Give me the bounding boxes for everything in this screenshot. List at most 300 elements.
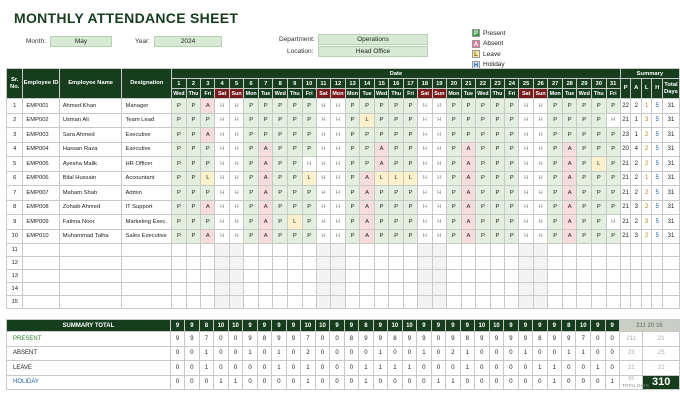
attendance-cell[interactable]: P [186, 171, 201, 186]
month-field[interactable]: May [50, 36, 112, 47]
attendance-cell[interactable]: P [360, 157, 374, 172]
attendance-cell[interactable]: P [288, 128, 303, 143]
empty-cell[interactable] [122, 296, 172, 309]
attendance-cell[interactable]: H [215, 157, 229, 172]
attendance-cell[interactable] [288, 283, 303, 296]
attendance-cell[interactable]: H [215, 113, 229, 128]
attendance-cell[interactable] [215, 257, 229, 270]
attendance-cell[interactable]: P [505, 157, 519, 172]
attendance-cell[interactable] [331, 257, 346, 270]
attendance-cell[interactable]: P [476, 99, 491, 114]
attendance-cell[interactable] [548, 270, 563, 283]
attendance-cell[interactable]: P [562, 99, 576, 114]
attendance-cell[interactable]: P [273, 215, 288, 230]
attendance-cell[interactable] [201, 270, 215, 283]
attendance-cell[interactable]: P [186, 229, 201, 244]
attendance-cell[interactable]: P [302, 99, 316, 114]
empty-cell[interactable] [23, 244, 59, 257]
attendance-cell[interactable]: A [360, 186, 374, 201]
attendance-cell[interactable] [533, 270, 548, 283]
attendance-cell[interactable]: H [331, 171, 346, 186]
attendance-cell[interactable]: H [331, 229, 346, 244]
attendance-cell[interactable]: P [302, 142, 316, 157]
attendance-cell[interactable]: P [403, 186, 417, 201]
attendance-cell[interactable]: H [229, 157, 244, 172]
attendance-cell[interactable]: P [374, 128, 389, 143]
attendance-cell[interactable]: P [345, 157, 360, 172]
attendance-cell[interactable]: P [345, 142, 360, 157]
attendance-cell[interactable]: L [374, 171, 389, 186]
attendance-cell[interactable] [505, 244, 519, 257]
attendance-cell[interactable]: P [447, 186, 462, 201]
attendance-cell[interactable]: P [389, 229, 404, 244]
attendance-cell[interactable] [288, 270, 303, 283]
attendance-cell[interactable]: P [577, 186, 592, 201]
attendance-cell[interactable]: P [302, 215, 316, 230]
attendance-cell[interactable] [172, 283, 187, 296]
attendance-cell[interactable] [201, 296, 215, 309]
attendance-cell[interactable]: L [288, 215, 303, 230]
attendance-cell[interactable] [490, 257, 505, 270]
attendance-cell[interactable] [201, 257, 215, 270]
attendance-cell[interactable] [432, 283, 447, 296]
attendance-cell[interactable]: H [533, 157, 548, 172]
attendance-cell[interactable]: P [548, 99, 563, 114]
attendance-cell[interactable]: P [592, 128, 607, 143]
attendance-cell[interactable]: P [186, 200, 201, 215]
attendance-cell[interactable]: H [215, 229, 229, 244]
attendance-cell[interactable]: L [592, 157, 607, 172]
attendance-cell[interactable]: A [360, 200, 374, 215]
attendance-cell[interactable]: A [562, 200, 576, 215]
attendance-cell[interactable]: P [447, 99, 462, 114]
attendance-cell[interactable] [418, 283, 432, 296]
attendance-cell[interactable]: H [432, 99, 447, 114]
attendance-cell[interactable]: P [548, 128, 563, 143]
attendance-cell[interactable]: P [374, 215, 389, 230]
attendance-cell[interactable] [229, 244, 244, 257]
empty-cell[interactable] [59, 244, 122, 257]
attendance-cell[interactable] [548, 283, 563, 296]
attendance-cell[interactable] [432, 244, 447, 257]
attendance-cell[interactable]: P [273, 200, 288, 215]
attendance-cell[interactable]: P [244, 99, 259, 114]
attendance-cell[interactable] [331, 296, 346, 309]
attendance-cell[interactable] [403, 257, 417, 270]
attendance-cell[interactable] [374, 270, 389, 283]
attendance-cell[interactable] [461, 296, 475, 309]
attendance-cell[interactable]: H [432, 128, 447, 143]
attendance-cell[interactable] [331, 244, 346, 257]
attendance-cell[interactable]: P [172, 186, 187, 201]
attendance-cell[interactable]: A [374, 157, 389, 172]
attendance-cell[interactable]: P [490, 142, 505, 157]
attendance-cell[interactable]: H [331, 128, 346, 143]
attendance-cell[interactable]: P [273, 113, 288, 128]
attendance-cell[interactable]: P [172, 229, 187, 244]
attendance-cell[interactable]: P [186, 142, 201, 157]
empty-cell[interactable] [59, 257, 122, 270]
attendance-cell[interactable]: P [172, 113, 187, 128]
attendance-cell[interactable]: P [403, 157, 417, 172]
attendance-cell[interactable]: P [447, 142, 462, 157]
attendance-cell[interactable]: P [592, 229, 607, 244]
attendance-cell[interactable]: P [606, 142, 620, 157]
attendance-cell[interactable] [360, 283, 374, 296]
attendance-cell[interactable]: P [302, 128, 316, 143]
attendance-cell[interactable]: P [345, 99, 360, 114]
attendance-cell[interactable] [186, 283, 201, 296]
attendance-cell[interactable]: P [403, 200, 417, 215]
attendance-cell[interactable]: P [389, 113, 404, 128]
attendance-cell[interactable]: P [258, 99, 272, 114]
attendance-cell[interactable]: P [505, 142, 519, 157]
attendance-cell[interactable] [592, 244, 607, 257]
attendance-cell[interactable] [186, 296, 201, 309]
attendance-cell[interactable]: A [201, 128, 215, 143]
attendance-cell[interactable] [374, 244, 389, 257]
department-field[interactable]: Operations [318, 34, 428, 45]
attendance-cell[interactable]: H [519, 142, 533, 157]
empty-cell[interactable] [122, 244, 172, 257]
attendance-cell[interactable] [331, 283, 346, 296]
attendance-cell[interactable]: L [389, 171, 404, 186]
attendance-cell[interactable]: P [288, 157, 303, 172]
attendance-cell[interactable]: P [172, 171, 187, 186]
attendance-cell[interactable] [476, 257, 491, 270]
attendance-cell[interactable]: P [606, 229, 620, 244]
attendance-cell[interactable] [316, 270, 330, 283]
attendance-cell[interactable]: H [229, 171, 244, 186]
attendance-cell[interactable]: P [345, 229, 360, 244]
attendance-cell[interactable] [244, 270, 259, 283]
attendance-cell[interactable]: P [244, 186, 259, 201]
attendance-cell[interactable] [215, 283, 229, 296]
attendance-cell[interactable]: H [418, 171, 432, 186]
attendance-cell[interactable]: H [418, 113, 432, 128]
attendance-cell[interactable] [447, 257, 462, 270]
attendance-cell[interactable]: P [505, 128, 519, 143]
attendance-cell[interactable]: P [389, 157, 404, 172]
attendance-cell[interactable]: P [592, 171, 607, 186]
attendance-cell[interactable] [345, 283, 360, 296]
attendance-cell[interactable] [389, 257, 404, 270]
attendance-cell[interactable]: P [548, 157, 563, 172]
attendance-cell[interactable] [360, 257, 374, 270]
attendance-cell[interactable]: P [476, 186, 491, 201]
attendance-cell[interactable] [432, 257, 447, 270]
attendance-cell[interactable] [490, 283, 505, 296]
attendance-cell[interactable] [374, 283, 389, 296]
attendance-cell[interactable]: H [432, 113, 447, 128]
attendance-cell[interactable]: P [447, 215, 462, 230]
attendance-cell[interactable] [229, 283, 244, 296]
attendance-cell[interactable]: H [519, 157, 533, 172]
attendance-cell[interactable]: P [606, 99, 620, 114]
attendance-cell[interactable]: A [562, 171, 576, 186]
attendance-cell[interactable] [592, 257, 607, 270]
attendance-cell[interactable]: P [592, 186, 607, 201]
attendance-cell[interactable] [519, 244, 533, 257]
attendance-cell[interactable]: H [229, 128, 244, 143]
attendance-cell[interactable]: P [447, 229, 462, 244]
attendance-cell[interactable]: H [316, 113, 330, 128]
attendance-cell[interactable]: H [331, 142, 346, 157]
attendance-cell[interactable]: L [201, 171, 215, 186]
attendance-cell[interactable]: P [186, 186, 201, 201]
attendance-cell[interactable]: P [577, 113, 592, 128]
attendance-cell[interactable]: P [403, 142, 417, 157]
attendance-cell[interactable] [360, 296, 374, 309]
attendance-cell[interactable] [519, 296, 533, 309]
attendance-cell[interactable] [172, 270, 187, 283]
attendance-cell[interactable] [606, 296, 620, 309]
attendance-cell[interactable]: P [403, 229, 417, 244]
attendance-cell[interactable] [229, 270, 244, 283]
attendance-cell[interactable] [505, 270, 519, 283]
attendance-cell[interactable]: P [476, 113, 491, 128]
attendance-cell[interactable]: P [592, 113, 607, 128]
attendance-cell[interactable]: P [606, 186, 620, 201]
attendance-cell[interactable] [577, 296, 592, 309]
attendance-cell[interactable]: P [288, 99, 303, 114]
attendance-cell[interactable] [258, 244, 272, 257]
attendance-cell[interactable]: A [562, 157, 576, 172]
empty-cell[interactable] [23, 283, 59, 296]
attendance-cell[interactable] [258, 270, 272, 283]
empty-cell[interactable] [59, 296, 122, 309]
attendance-cell[interactable]: P [172, 142, 187, 157]
attendance-cell[interactable]: P [345, 186, 360, 201]
attendance-cell[interactable] [273, 283, 288, 296]
attendance-cell[interactable]: P [548, 229, 563, 244]
attendance-cell[interactable]: P [172, 99, 187, 114]
attendance-cell[interactable]: H [331, 113, 346, 128]
attendance-cell[interactable] [461, 283, 475, 296]
attendance-cell[interactable]: H [316, 200, 330, 215]
attendance-cell[interactable] [316, 244, 330, 257]
attendance-cell[interactable]: P [548, 171, 563, 186]
attendance-cell[interactable]: P [490, 128, 505, 143]
attendance-cell[interactable]: P [592, 99, 607, 114]
attendance-cell[interactable]: P [505, 215, 519, 230]
attendance-cell[interactable] [592, 296, 607, 309]
attendance-cell[interactable]: P [374, 113, 389, 128]
attendance-cell[interactable]: P [244, 229, 259, 244]
attendance-cell[interactable]: P [345, 113, 360, 128]
empty-cell[interactable] [23, 257, 59, 270]
attendance-cell[interactable] [505, 296, 519, 309]
attendance-cell[interactable]: P [577, 157, 592, 172]
attendance-cell[interactable]: H [316, 157, 330, 172]
empty-cell[interactable] [59, 283, 122, 296]
attendance-cell[interactable]: H [418, 157, 432, 172]
attendance-cell[interactable]: P [244, 200, 259, 215]
attendance-cell[interactable] [562, 270, 576, 283]
attendance-cell[interactable]: H [316, 142, 330, 157]
attendance-cell[interactable]: H [606, 215, 620, 230]
attendance-cell[interactable] [389, 244, 404, 257]
attendance-cell[interactable] [229, 257, 244, 270]
attendance-cell[interactable]: P [606, 157, 620, 172]
attendance-cell[interactable]: P [345, 215, 360, 230]
attendance-cell[interactable]: P [548, 215, 563, 230]
attendance-cell[interactable]: P [447, 200, 462, 215]
attendance-cell[interactable]: P [577, 128, 592, 143]
attendance-cell[interactable]: P [505, 200, 519, 215]
attendance-cell[interactable] [562, 257, 576, 270]
attendance-cell[interactable]: H [519, 186, 533, 201]
attendance-cell[interactable] [403, 270, 417, 283]
attendance-cell[interactable] [316, 283, 330, 296]
attendance-cell[interactable] [273, 244, 288, 257]
attendance-cell[interactable]: P [403, 128, 417, 143]
attendance-cell[interactable]: A [201, 99, 215, 114]
attendance-cell[interactable]: H [302, 157, 316, 172]
attendance-cell[interactable]: P [577, 99, 592, 114]
attendance-cell[interactable]: P [302, 186, 316, 201]
attendance-cell[interactable] [476, 270, 491, 283]
attendance-cell[interactable]: P [186, 99, 201, 114]
attendance-cell[interactable]: P [201, 215, 215, 230]
attendance-cell[interactable] [476, 244, 491, 257]
attendance-cell[interactable]: A [461, 229, 475, 244]
attendance-cell[interactable]: H [533, 113, 548, 128]
attendance-cell[interactable]: H [316, 215, 330, 230]
attendance-cell[interactable] [288, 296, 303, 309]
attendance-cell[interactable] [244, 244, 259, 257]
attendance-cell[interactable] [374, 296, 389, 309]
attendance-cell[interactable]: P [201, 186, 215, 201]
attendance-cell[interactable] [403, 296, 417, 309]
attendance-cell[interactable]: H [331, 200, 346, 215]
attendance-cell[interactable]: H [519, 171, 533, 186]
attendance-cell[interactable]: H [606, 113, 620, 128]
attendance-cell[interactable] [302, 244, 316, 257]
attendance-cell[interactable] [562, 296, 576, 309]
attendance-cell[interactable] [447, 283, 462, 296]
attendance-cell[interactable]: H [215, 99, 229, 114]
attendance-cell[interactable] [201, 283, 215, 296]
attendance-cell[interactable]: H [432, 229, 447, 244]
empty-cell[interactable] [122, 270, 172, 283]
attendance-cell[interactable] [403, 283, 417, 296]
attendance-cell[interactable] [215, 244, 229, 257]
attendance-cell[interactable]: H [215, 215, 229, 230]
attendance-cell[interactable]: A [461, 171, 475, 186]
attendance-cell[interactable]: P [345, 171, 360, 186]
attendance-cell[interactable] [186, 270, 201, 283]
attendance-cell[interactable] [577, 270, 592, 283]
attendance-cell[interactable]: P [403, 113, 417, 128]
attendance-cell[interactable] [447, 296, 462, 309]
attendance-cell[interactable]: A [461, 142, 475, 157]
attendance-cell[interactable]: H [215, 128, 229, 143]
attendance-cell[interactable] [519, 283, 533, 296]
attendance-cell[interactable] [302, 270, 316, 283]
attendance-cell[interactable] [461, 244, 475, 257]
attendance-cell[interactable] [606, 244, 620, 257]
attendance-cell[interactable]: A [258, 157, 272, 172]
attendance-cell[interactable]: P [562, 113, 576, 128]
attendance-cell[interactable]: H [432, 215, 447, 230]
attendance-cell[interactable] [476, 283, 491, 296]
attendance-cell[interactable]: H [432, 142, 447, 157]
attendance-cell[interactable]: P [592, 215, 607, 230]
attendance-cell[interactable] [533, 244, 548, 257]
attendance-cell[interactable]: P [476, 142, 491, 157]
attendance-cell[interactable]: P [273, 142, 288, 157]
attendance-cell[interactable] [519, 270, 533, 283]
attendance-cell[interactable]: P [447, 171, 462, 186]
attendance-cell[interactable] [360, 244, 374, 257]
attendance-cell[interactable]: A [258, 171, 272, 186]
attendance-cell[interactable]: P [476, 200, 491, 215]
attendance-cell[interactable]: P [288, 186, 303, 201]
attendance-cell[interactable]: P [461, 113, 475, 128]
attendance-cell[interactable] [418, 257, 432, 270]
attendance-cell[interactable]: H [229, 229, 244, 244]
attendance-cell[interactable]: P [505, 229, 519, 244]
attendance-cell[interactable]: H [418, 186, 432, 201]
attendance-cell[interactable]: H [331, 186, 346, 201]
attendance-cell[interactable]: P [577, 171, 592, 186]
attendance-cell[interactable]: P [490, 157, 505, 172]
attendance-cell[interactable]: A [461, 157, 475, 172]
attendance-cell[interactable]: A [258, 229, 272, 244]
attendance-cell[interactable]: H [533, 215, 548, 230]
attendance-cell[interactable]: H [331, 157, 346, 172]
attendance-cell[interactable]: H [432, 186, 447, 201]
attendance-cell[interactable]: P [172, 128, 187, 143]
attendance-cell[interactable]: H [229, 142, 244, 157]
attendance-cell[interactable]: H [533, 128, 548, 143]
attendance-cell[interactable]: P [244, 128, 259, 143]
attendance-cell[interactable]: P [360, 128, 374, 143]
attendance-cell[interactable]: H [331, 99, 346, 114]
attendance-cell[interactable]: P [244, 171, 259, 186]
attendance-cell[interactable] [345, 257, 360, 270]
attendance-cell[interactable] [288, 257, 303, 270]
attendance-cell[interactable]: P [273, 99, 288, 114]
attendance-cell[interactable] [258, 257, 272, 270]
attendance-cell[interactable]: A [360, 171, 374, 186]
attendance-cell[interactable]: H [229, 186, 244, 201]
attendance-cell[interactable]: P [447, 157, 462, 172]
attendance-cell[interactable]: P [403, 215, 417, 230]
attendance-cell[interactable]: P [374, 229, 389, 244]
attendance-cell[interactable] [577, 244, 592, 257]
attendance-cell[interactable]: H [418, 142, 432, 157]
attendance-cell[interactable]: A [258, 186, 272, 201]
attendance-cell[interactable]: P [186, 128, 201, 143]
attendance-cell[interactable] [490, 270, 505, 283]
empty-cell[interactable] [23, 270, 59, 283]
attendance-cell[interactable]: H [432, 157, 447, 172]
attendance-cell[interactable]: P [592, 200, 607, 215]
attendance-cell[interactable] [577, 283, 592, 296]
attendance-cell[interactable]: P [288, 113, 303, 128]
attendance-cell[interactable]: A [562, 142, 576, 157]
attendance-cell[interactable] [244, 283, 259, 296]
attendance-cell[interactable]: H [533, 99, 548, 114]
attendance-cell[interactable] [562, 244, 576, 257]
attendance-cell[interactable]: P [606, 128, 620, 143]
attendance-cell[interactable]: P [172, 215, 187, 230]
attendance-cell[interactable]: H [432, 171, 447, 186]
attendance-cell[interactable]: P [577, 229, 592, 244]
attendance-cell[interactable]: P [302, 200, 316, 215]
